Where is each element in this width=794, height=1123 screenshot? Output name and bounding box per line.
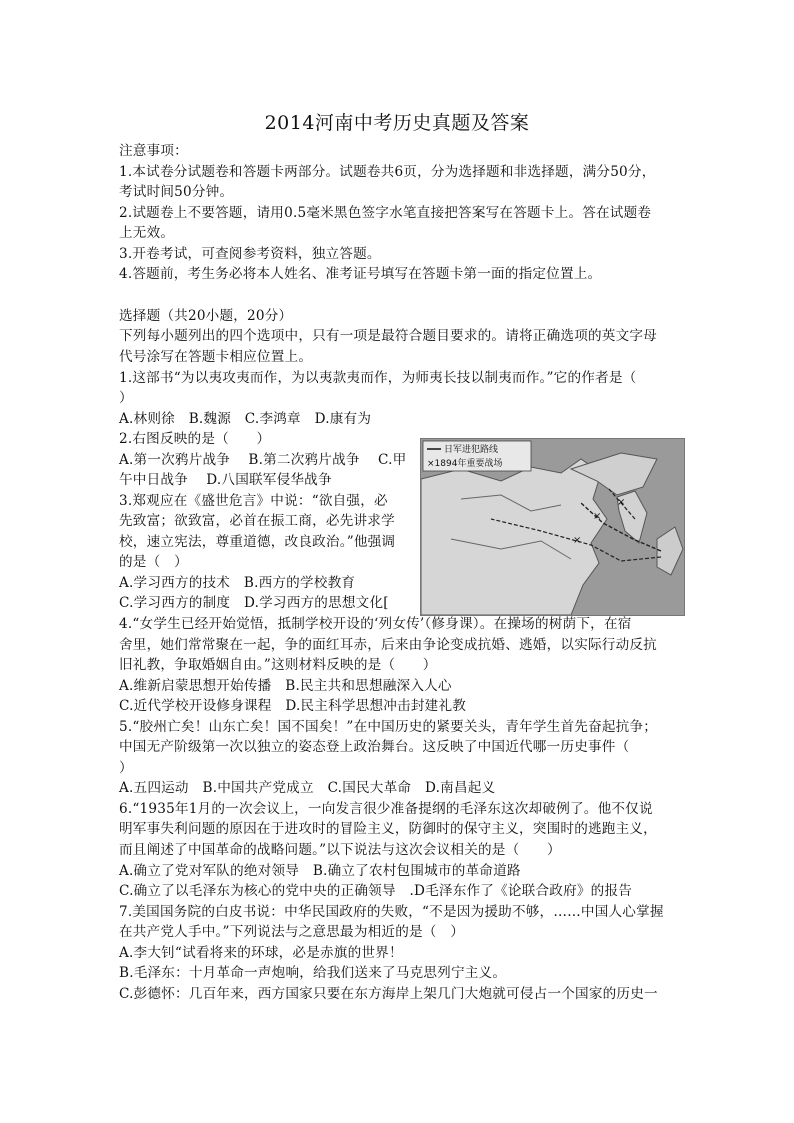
question-line: 舍里，她们常常聚在一起，争的面红耳赤，后来由争论变成抗婚、逃婚，以实际行动反抗 <box>119 637 657 653</box>
option-line: C.近代学校开设修身课程 D.民主科学思想冲击封建礼教 <box>119 698 467 714</box>
option-line: A.学习西方的技术 B.西方的学校教育 <box>119 575 356 591</box>
legend-route-label: 日军进犯路线 <box>444 445 499 455</box>
question-line: 而且阐述了中国革命的战略问题。”以下说法与这次会议相关的是（ ） <box>119 842 561 858</box>
notice-line: 2.试题卷上不要答题，请用0.5毫米黑色签字水笔直接把答案写在答题卡上。答在试题卷 <box>119 205 652 221</box>
question-line: 5.“胶州亡矣！山东亡矣！国不国矣！”在中国历史的紧要关头，青年学生首先奋起抗争； <box>119 719 658 735</box>
notice-line: 1.本试卷分试题卷和答题卡两部分。试题卷共6页，分为选择题和非选择题，满分50分， <box>119 164 656 180</box>
question-line: 明军事失利问题的原因在于进攻时的冒险主义，防御时的保守主义，突围时的逃跑主义， <box>119 821 657 837</box>
question-line: 旧礼教，争取婚姻自由。”这则材料反映的是（ ） <box>119 657 437 673</box>
notice-line: 3.开卷考试，可查阅参考资料，独立答题。 <box>119 246 381 262</box>
option-line: 午中日战争 D.八国联军侵华战争 <box>119 472 332 488</box>
question-line: 7.美国国务院的白皮书说：中华民国政府的失败，“不是因为援助不够，……中国人心掌握 <box>119 904 664 920</box>
question-line: 中国无产阶级第一次以独立的姿态登上政治舞台。这反映了中国近代哪一历史事件（ <box>119 739 630 755</box>
section-heading: 选择题（共20小题，20分） <box>119 308 293 324</box>
question-line: 校，速立宪法，尊重道德，改良政治。”他强调 <box>119 534 396 550</box>
option-line: C.彭德怀：几百年来，西方国家只要在东方海岸上架几门大炮就可侵占一个国家的历史一 <box>119 986 658 1002</box>
option-line: A.确立了党对军队的绝对领导 B.确立了农村包围城市的革命道路 <box>119 863 521 879</box>
notice-line: 上无效。 <box>119 225 175 241</box>
battle-marker: × <box>617 497 626 508</box>
war-map-drawing <box>421 439 684 615</box>
question-line: 1.这部书“为以夷攻夷而作，为以夷款夷而作，为师夷长技以制夷而作。”它的作者是（ <box>119 370 637 386</box>
question-line: 6.“1935年1月的一次会议上，一向发言很少准备提纲的毛泽东这次却破例了。他不仅说 <box>119 801 653 817</box>
question-line: 在共产党人手中。”下列说法与之意思最为相近的是（ ） <box>119 924 465 940</box>
section-instructions: 下列每小题列出的四个选项中，只有一项是最符合题目要求的。请将正确选项的英文字母 <box>119 328 657 344</box>
option-line: C.确立了以毛泽东为核心的党中央的正确领导 .D毛泽东作了《论联合政府》的报告 <box>119 883 633 899</box>
section-instructions: 代号涂写在答题卡相应位置上。 <box>119 349 313 365</box>
notice-heading: 注意事项： <box>119 143 188 159</box>
option-line: A.李大钊“试看将来的环球，必是赤旗的世界！ <box>119 945 403 961</box>
battle-marker: × <box>573 535 582 546</box>
notice-line: 考试时间50分钟。 <box>119 184 234 200</box>
question-line: ） <box>119 390 133 406</box>
legend-battle-label: ×1894年重要战场 <box>427 459 503 469</box>
option-line: B.毛泽东：十月革命一声炮响，给我们送来了马克思列宁主义。 <box>119 965 507 981</box>
question-line: 2.右图反映的是（ ） <box>119 431 271 447</box>
question-line: ） <box>119 760 133 776</box>
notice-line: 4.答题前，考生务必将本人姓名、准考证号填写在答题卡第一面的指定位置上。 <box>119 266 602 282</box>
question-line: 先致富；欲致富，必首在振工商，必先讲求学 <box>119 513 395 529</box>
war-map-image <box>420 438 685 616</box>
option-line: A.五四运动 B.中国共产党成立 C.国民大革命 D.南昌起义 <box>119 780 496 796</box>
question-line: 4.“女学生已经开始觉悟，抵制学校开设的‘列女传’（修身课）。在操场的树荫下，在宿 <box>119 616 632 632</box>
page-title: 2014河南中考历史真题及答案 <box>264 112 530 134</box>
option-line: A.林则徐 B.魏源 C.李鸿章 D.康有为 <box>119 411 372 427</box>
battle-marker: × <box>593 511 602 522</box>
question-line: 3.郑观应在《盛世危言》中说：“欲自强，必 <box>119 493 388 509</box>
option-line: A.维新启蒙思想开始传播 B.民主共和思想融深入人心 <box>119 678 452 694</box>
option-line: A.第一次鸦片战争 B.第二次鸦片战争 C.甲 <box>119 452 407 468</box>
question-line: 的是（ ） <box>119 554 188 570</box>
option-line: C.学习西方的制度 D.学习西方的思想文化[ <box>119 595 389 611</box>
